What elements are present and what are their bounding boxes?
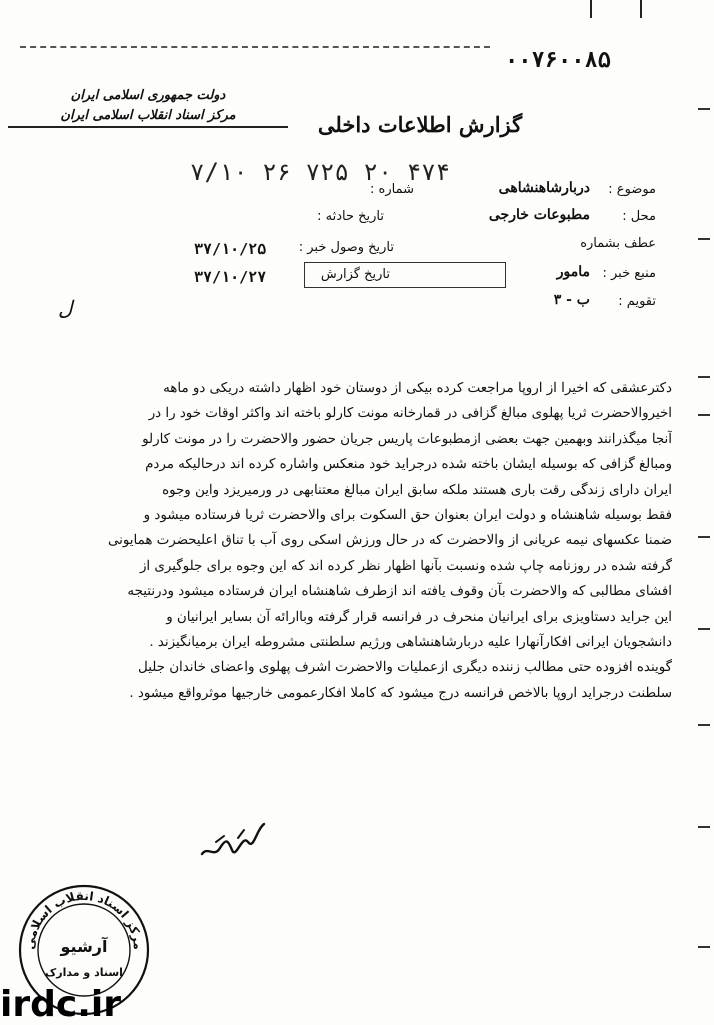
signature-scribble <box>198 820 268 862</box>
seal-center-text: آرشیو <box>60 937 108 956</box>
body-line: گرفته شده در روزنامه چاپ شده ونسبت بآنها اظهار نظر کرده اند که این وجوه برای جلوگیری از <box>139 558 672 574</box>
body-line: اخیروالاحضرت ثریا پهلوی مبالغ گزافی در قمارخانه مونت کارلو باخته اند واکثر اوقات خود را در <box>148 406 672 422</box>
edge-mark <box>698 536 710 538</box>
edge-mark <box>698 946 710 948</box>
place-value: مطبوعات خارجی <box>488 207 590 223</box>
top-dashed-line <box>20 46 490 48</box>
body-line: این جراید دستاویزی برای ایرانیان منحرف در فرانسه قرار گرفته وباارائه آن بسایر ایرانیان و <box>166 609 672 625</box>
receipt-date-label: تاریخ وصول خبر : <box>298 240 394 255</box>
body-line: گوینده افزوده حتی مطالب زننده دیگری ازعملیات والاحضرت اشرف پهلوی واعضای خاندان جلیل <box>138 660 672 676</box>
edge-mark <box>698 724 710 726</box>
subject-value: دربارشاهنشاهی <box>498 180 590 196</box>
report-title: گزارش اطلاعات داخلی <box>317 112 523 137</box>
rating-label: تقویم : <box>618 294 656 309</box>
edge-mark <box>698 414 710 416</box>
edge-mark <box>698 826 710 828</box>
subject-label: موضوع : <box>608 182 656 197</box>
seal-outer-text: مرکز اسناد انقلاب اسلامی <box>22 888 146 951</box>
report-date-label: تاریخ گزارش <box>320 267 390 282</box>
site-watermark: irdc.ir <box>0 984 121 1025</box>
incident-date-label: تاریخ حادثه : <box>317 209 384 224</box>
body-line: دکترعشقی که اخیرا از اروپا مراجعت کرده بیکی از دوستان خود اظهار داشته دریکی دو ماهه <box>163 381 672 396</box>
source-label: منبع خبر : <box>602 266 656 281</box>
body-line: فقط بوسیله شاهنشاه و دولت ایران بعنوان حق السکوت برای والاحضرت ثریا فرستاده میشود و <box>143 508 672 524</box>
body-line: ضمنا عکسهای نیمه عریانی از والاحضرت که در حال ورزش اسکی روی آب با تناق اعلیحضرت همایونی <box>107 533 672 549</box>
edge-mark <box>698 238 710 240</box>
edge-mark <box>590 0 592 18</box>
body-line: دانشجویان ایرانی افکارآنهارا علیه دربارشاهنشاهی ورژیم سلطنتی مشروطه ایران برمیانگیزند . <box>149 635 672 651</box>
edge-mark <box>698 628 710 630</box>
reference-label: عطف بشماره <box>580 236 656 251</box>
handwritten-header-line: مرکز اسناد انقلاب اسلامی ایران <box>8 106 288 128</box>
edge-mark <box>640 0 642 18</box>
receipt-date-value: ۳۷/۱۰/۲۵ <box>194 240 267 258</box>
body-line: ومبالغ گزافی که بوسیله ایشان باخته شده درجراید خود منعکس واشاره کرده اند درحالیکه مردم <box>145 457 672 473</box>
number-stamp: ۷/۱۰ ۲۶ ۷۲۵ ۲۰ ۴۷۴ <box>190 158 451 186</box>
handwritten-header <box>8 86 288 128</box>
page-mark: ل <box>58 296 73 320</box>
body-line: افشای مطالبی که والاحضرت بآن وقوف یافته اند ازطرف شاهنشاه ایران فرستاده میشود ودرنتیجه <box>127 584 672 600</box>
place-label: محل : <box>622 209 656 224</box>
seal-bottom-text: اسناد و مدارک <box>45 966 123 979</box>
edge-mark <box>698 376 710 378</box>
body-line: ایران دارای زندگی رقت باری هستند ملکه سابق ایران مبالغ معتنابهی در ورمیریزد واین وجوه <box>162 482 672 498</box>
body-line: آنجا میگذرانند وبهمین جهت بعضی ازمطبوعات پاریس جریان حضور والاحضرت را در مونت کارلو <box>142 431 672 447</box>
edge-mark <box>698 108 710 110</box>
document-number: ۰۰۷۶۰۰۸۵ <box>505 48 611 73</box>
handwritten-header-line: دولت جمهوری اسلامی ایران <box>70 88 226 103</box>
report-date-value: ۳۷/۱۰/۲۷ <box>194 268 267 286</box>
body-line: سلطنت درجراید اروپا بالاخص فرانسه درج میشود که کاملا افکارعمومی خارجیها موثرواقع میشود . <box>129 685 672 701</box>
source-value: مامور <box>556 264 590 280</box>
body-text <box>36 376 672 706</box>
rating-value: ب - ۳ <box>553 292 590 308</box>
number-label: شماره : <box>370 182 414 197</box>
